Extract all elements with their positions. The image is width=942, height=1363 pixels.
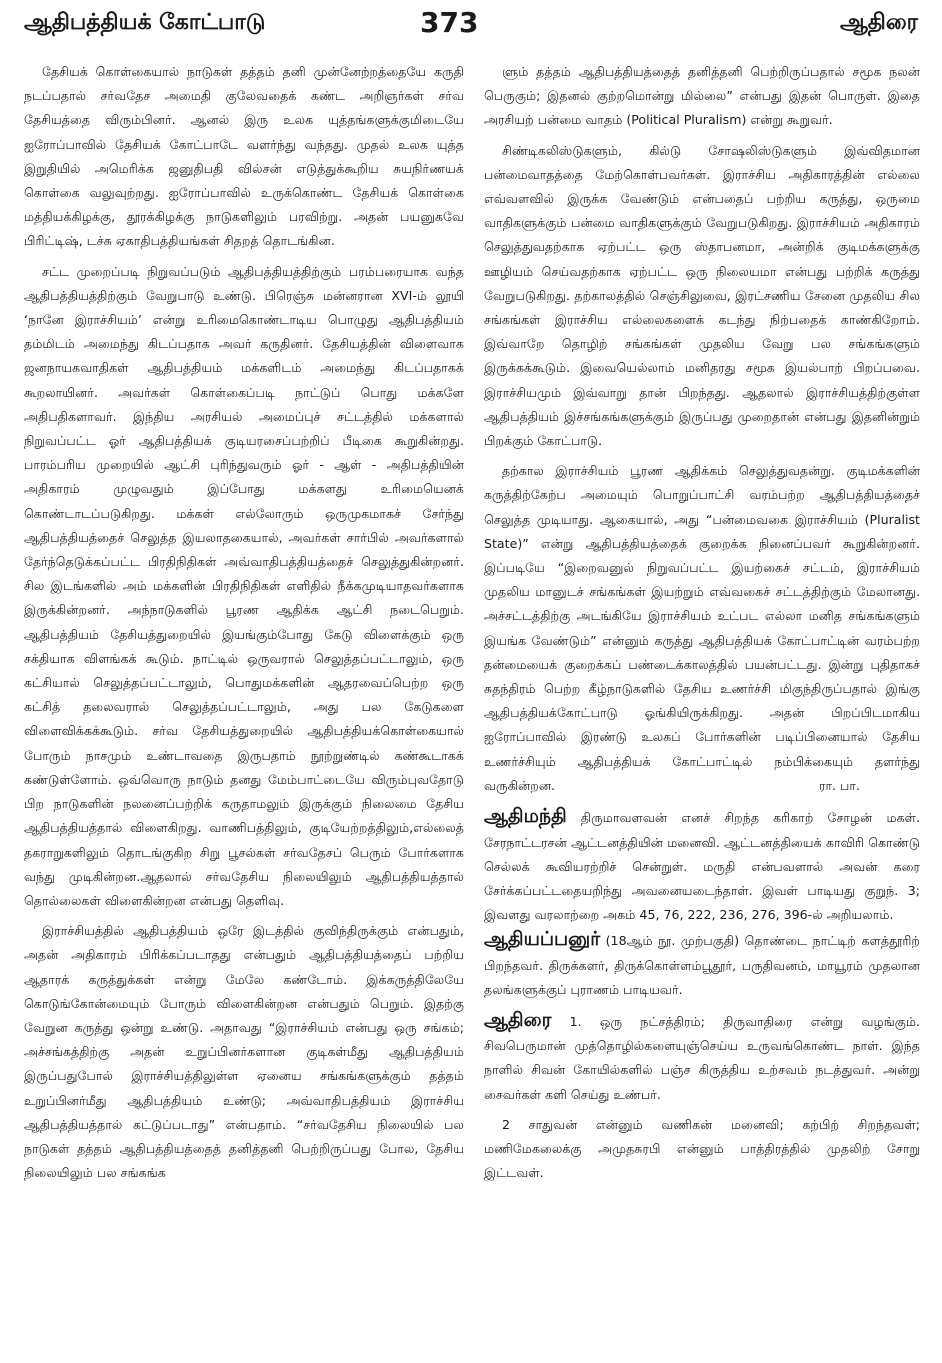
paragraph: தேசியக் கொள்கையால் நாடுகள் தத்தம் தனி முன்னேற்றத்தையே கருதி நடப்பதால் சர்வதேச அமைதி குலேவதைக் கண்ட அறிஞர்கள் சர்வ தேசியத்தை விரும்பினர். ஆனல் இரு உலக யுத்தங்களுக்குமிடையே ஐரோப்பாவில் தேசியக் கோட்பாடே வளர்ந்து வந்தது. முதல் உலக யுத்த இறுதியில் அமெரிக்க ஜனுதிபதி வில்சன் எடுத்துக்கூறிய சுயநிர்ணயக் கொள்கை வலுவுற்றது. ஐரோப்பாவில் உருக்கொண்ட தேசியக் கொள்கை மத்தியக்கிழக்கு, தூரக்கிழக்கு நாடுகளிலும் பரவிற்று. அதன் பயனுகவே பிரிட்டிஷ், டச்சு ஏகாதிபத்தியங்கள் சிதறத் தொடங்கின. <box>24 64 464 249</box>
dictionary-entry <box>484 927 920 1002</box>
paragraph: தற்கால இராச்சியம் பூரண ஆதிக்கம் செலுத்துவதன்று. குடிமக்களின் கருத்திற்கேற்ப அமையும் பொறுப்பாட்சி வரம்பற்ற ஆதிபத்தியத்தைச் செலுத்த முடியாது. ஆகையால், அது “பன்மைவகை இராச்சியம் (Pluralist State)” என்று ஆதிபத்தியத்தைக் குறைக்க நினைப்பவர் கூறுகின்றனர். இப்படியே “இறைவனுல் நிறுவப்பட்ட இயற்கைச் சட்டம், இராச்சியம் முதலிய மானுடச் சங்கங்கள் இயற்றும் எவ்வகைச் சட்டத்திற்கும் மேலானது. அச்சட்டத்திற்கு அடங்கியே இராச்சியம் உட்பட எல்லா மனித சங்கங்களும் இயங்க வேண்டும்” என்னும் கருத்து ஆதிபத்தியக் கோட்பாட்டின் வரம்பற்ற தன்மையைக் குறைக்கப் பண்டைக்காலத்தில் பயன்பட்டது. இன்று புதிதாகச் சுதந்திரம் பெற்ற கீழ்நாடுகளில் தேசிய உணர்ச்சி மிகுந்திருப்பதால் இங்கு ஆதிபத்தியக்கோட்பாடு ஓங்கியிருக்கிறது. அதன் பிறப்பிடமாகிய ஐரோப்பாவில் இரண்டு உலகப் போர்களின் படிப்பினையால் தேசிய உணர்ச்சியும் ஆதிபத்தியக் கோட்பாட்டில் நம்பிக்கையும் தளர்ந்து வருகின்றன. <box>484 463 920 793</box>
paragraph: சட்ட முறைப்படி நிறுவப்படும் ஆதிபத்தியத்திற்கும் பரம்பரையாக வந்த ஆதிபத்தியத்திற்கும் வேறுபாடு உண்டு. பிரெஞ்சு மன்னரான XVI-ம் லூயி ‘நானே இராச்சியம்’ என்று உரிமைகொண்டாடிய பொழுது ஆதிபத்தியம் தம்மிடம் அமைந்து கிடப்பதாக அவர் கருதினர். தேசியத்தின் விளைவாக ஜனநாயகவாதிகள் ஆதிபத்தியம் மக்களிடம் அமைந்து கிடப்பதாகக் கூறலாயினர். அவர்கள் கொள்கைப்படி நாட்டுப் பொது மக்களே அதிபதிகளாவர். இந்திய அரசியல் அமைப்புச் சட்டத்தில் மக்களால் நிறுவப்பட்ட ஓர் ஆதிபத்தியக் குடியரசைப்பற்றிப் பீடிகை கூறுகின்றது. பாரம்பரிய முறையில் ஆட்சி புரிந்துவரும் ஓர் - ஆள் - அதிபத்தியின் அதிகாரம் முழுவதும் இப்போது மக்களது உரிமையெனக் கொண்டாடப்படுகிறது. மக்கள் எல்லோரும் ஒருமுகமாகச் சேர்ந்து ஆதிபத்தியத்தைச் செலுத்த இயலாதகையால், அவர்கள் சார்பில் அவர்களால் தேர்ந்தெடுக்கப்பட்ட பிரதிநிதிகள் அவ்வாதிபத்தியத்தைச் செலுத்துகின்றனர். சில இடங்களில் அம் மக்களின் பிரதிநிதிகள் எளிதில் நீக்கமுடியாதவர்களாக இருக்கின்றனர். அந்நாடுகளில் பூரண ஆதிக்க ஆட்சி நடைபெறும். ஆதிபத்தியம் தேசியத்துறையில் இயங்கும்போது கேடு விளைக்கும் ஒரு சக்தியாக விளங்கக் கூடும். நாட்டில் ஒருவரால் செலுத்தப்பட்டாலும், ஒரு கட்சியால் செலுத்தப்பட்டாலும், பொதுமக்களின் ஆதரவைப்பெற்ற ஒரு கட்சித் தலைவரால் செலுத்தப்பட்டாலும், அது பல கேடுகளை விளைவிக்கக்கூடும். சர்வ தேசியத்துறையில் ஆதிபத்தியக்கொள்கையால் போரும் நாசமும் உண்டாவதை இருபதாம் நூற்றுண்டில் கண்கூடாகக் கண்டுள்ளோம். ஒவ்வொரு நாடும் தனது மேம்பாட்டையே விரும்புவதோடு பிற நாடுகளின் நலனைப்பற்றிக் கருதாமலும் இருக்கும் நிலைமை தேசிய ஆதிபத்தியத்தால் விளைகிறது. வாணிபத்திலும், குடியேற்றத்திலும்,எல்லைத் தகராறுகளிலும் தொடங்குகிற சிறு பூசல்கள் சர்வதேசப் பெரும் போர்களாக வந்து முடிகின்றன.ஆதலால் சர்வதேசிய நிலையிலும் ஆதிபத்தியத்தால் தொல்லைகள் விளைகின்றன என்பது தெளிவு. <box>24 263 464 908</box>
paragraph: சிண்டிகலிஸ்டுகளும், கில்டு சோஷலிஸ்டுகளும் இவ்விதமான பன்மைவாதத்தை மேற்கொள்பவர்கள். இராச்சிய அதிகாரத்தின் எல்லை எவ்வளவில் இருக்க வேண்டும் என்பதைப் பற்றிய கருத்து, ஒருமை வாதிகளுக்கும் பன்மை வாதிகளுக்கும் வேறுபடுகிறது. இராச்சியம் அதிகாரம் செலுத்துவதற்காக ஏற்பட்ட ஒரு ஸ்தாபனமா, அன்றிக் குடிமக்களுக்கு ஊழியம் செய்வதற்காக ஏற்பட்ட ஒரு நிலையமா என்பது பற்றிக் கருத்து வேறுபடுகிறது. தற்காலத்தில் செஞ்சிலுவை, இரட்சணிய சேனை முதலிய சில சங்கங்கள் இராச்சிய எல்லைகளைக் கடந்து நிற்பதைக் காண்கிறோம். இவ்வாறே தொழிற் சங்கங்கள் முதலிய வேறு பல சங்கங்களும் இருக்கக்கூடும். இவையெல்லாம் மனிதரது சமூக இயல்பாற் பிறப்பவை. இராச்சியமும் இவ்வாறு தான் பிறந்தது. ஆதலால் இராச்சியத்திற்குள்ள ஆதிபத்தியம் இச்சங்கங்களுக்கும் இருப்பது முறைதான் என்பது இதனின்றும் பிறக்கும் கோட்பாடு. <box>484 142 920 449</box>
running-title-right: ஆதிரை <box>839 10 918 35</box>
page-number: 373 <box>420 6 479 39</box>
entry-text: திருமாவளவன் எனச் சிறந்த கரிகாற் சோழன் மகள். சேரநாட்டரசன் ஆட்டனத்தியின் மனைவி. ஆட்டனத்தியைக் காவிரி கொண்டு செல்லக் கூவியரற்றிச் சென்றுள். மருதி என்பவளால் அவன் கரை சேர்க்கப்பட்டதையறிந்து அவனையடைந்தாள். இவள் பாடியது குறுந். 3; இவளது வரலாற்றை அகம் 45, 76, 222, 236, 276, 396-ல் அறியலாம். <box>484 810 920 923</box>
page-header <box>0 0 942 56</box>
entry-headword: ஆதியப்பனுர் <box>484 928 601 951</box>
running-title-left: ஆதிபத்தியக் கோட்பாடு <box>24 10 266 35</box>
dictionary-entry <box>484 1008 920 1185</box>
entry-subsense: 2 சாதுவன் என்னும் வணிகன் மனைவி; கற்பிற் சிறந்தவள்; மணிமேகலைக்கு அமுதசுரபி என்னும் பாத்திரத்தில் முதலிற் சோறு இட்டவள். <box>484 1116 920 1181</box>
dictionary-entry <box>484 804 920 927</box>
entry-headword: ஆதிமந்தி <box>484 805 567 828</box>
paragraph: ளும் தத்தம் ஆதிபத்தியத்தைத் தனித்தனி பெற்றிருப்பதால் சமூக நலன் பெருகும்; இதனல் குற்றமொன்று மில்லை” என்பது இதன் பொருள். இதை அரசியற் பன்மை வாதம் (Political Pluralism) என்று கூறுவர். <box>484 64 920 128</box>
entry-text: (18ஆம் நூ. முற்பகுதி) தொண்டை நாட்டிற் களத்தூரிற் பிறந்தவர். திருக்களர், திருக்கொள்ளம்பூதூர், பருதிவனம், மாயூரம் முதலான தலங்களுக்குப் புராணம் பாடியவர். <box>484 933 920 997</box>
entry-text: 1. ஒரு நட்சத்திரம்; திருவாதிரை என்று வழங்கும். சிவபெருமான் முத்தொழில்களையுஞ்செய்ய உருவங்கொண்ட நாள். இந்த நாளில் சிவன் கோயில்களில் பஞ்ச கிருத்திய உற்சவம் நடத்துவர். அன்று சைவர்கள் களி செய்து உண்பர். <box>484 1013 920 1102</box>
left-column <box>24 60 464 1355</box>
entry-headword: ஆதிரை <box>484 1008 552 1031</box>
right-column <box>484 60 920 1355</box>
paragraph: இராச்சியத்தில் ஆதிபத்தியம் ஒரே இடத்தில் குவிந்திருக்கும் என்பதும், அதன் அதிகாரம் பிரிக்கப்படாதது என்பதும் ஆதிபத்தியத்தைப் பற்றிய ஆதாரக் கருத்துக்கள் என்று மேலே கண்டோம். இக்கருத்திலேயே கொடுங்கோன்மையும் போரும் விளைகின்றன என்பதும் பெறும். இதற்கு வேறுன கருத்து ஒன்று உண்டு. அதாவது “இராச்சியம் என்பது ஒரு சங்கம்; அச்சங்கத்திற்கு அதன் உறுப்பினர்களான குடிகள்மீது ஆதிபத்தியம் இருப்பதுபோல் இராச்சியத்திலுள்ள ஏனைய சங்கங்களுக்கும் தத்தம் உறுப்பினர்மீது ஆதிபத்தியம் உண்டு; அவ்வாதிபத்தியம் இராச்சிய ஆதிபத்தியத்தால் கட்டுப்படாது” என்பதாம். “சர்வதேசிய நிலையில் பல நாடுகள் தத்தம் ஆதிபத்தியத்தைத் தனித்தனி பெற்றிருப்பது போல, தேசிய நிலையிலும் பல சங்கங்க <box>24 923 464 1181</box>
author-signature: ரா. பா. <box>818 778 860 794</box>
